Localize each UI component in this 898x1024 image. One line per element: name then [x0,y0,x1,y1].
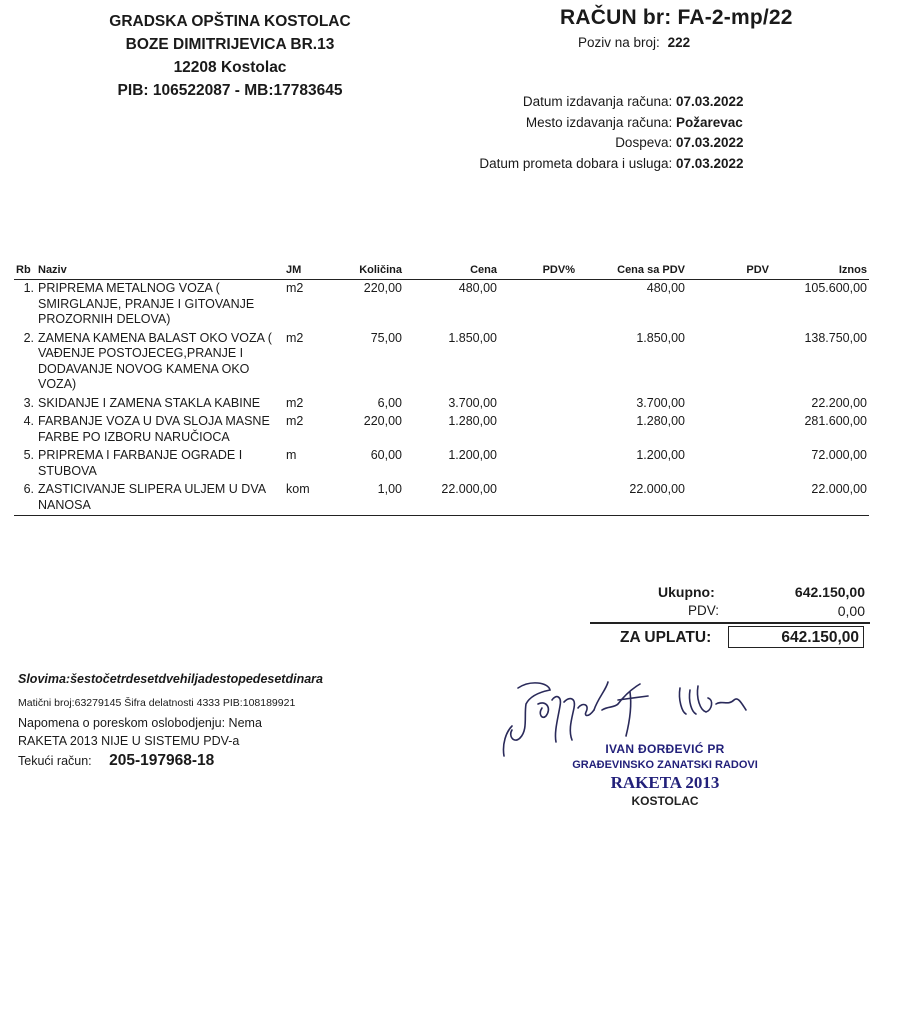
stamp-city: KOSTOLAC [631,794,699,808]
tax-note [18,714,262,750]
cell-cena-pdv: 1.280,00 [636,414,685,428]
stamp-owner: IVAN ĐORĐEVIĆ PR [605,742,725,756]
due-date-label: Dospeva: [615,135,673,150]
cell-pdv [687,447,771,481]
cell-rb: 3. [23,395,34,410]
cell-cena: 22.000,00 [404,481,499,516]
cell-naziv: ZAMENA KAMENA BALAST OKO VOZA ( VAĐENJE POSTOJECEG,PRANJE I DODAVANJE NOVOG KAMENA OKO VOZA) [38,330,272,391]
buyer-city: 12208 Kostolac [173,59,287,76]
registration-info: Matični broj:63279145 Šifra delatnosti 4333 PIB:108189921 [18,697,296,709]
issue-date-label: Datum izdavanja računa: [522,94,673,109]
cell-iznos: 22.000,00 [771,481,869,516]
issue-place-row [479,113,760,134]
col-naziv: Naziv [36,262,284,280]
cell-rb: 4. [23,414,34,428]
cell-naziv: FARBANJE VOZA U DVA SLOJA MASNE FARBE PO IZBORU NARUČIOCA [38,414,270,444]
cell-kolicina: 75,00 [370,330,402,345]
cell-cena: 1.280,00 [448,414,497,428]
issue-date-row [479,92,760,113]
cell-pdv [687,330,771,395]
cell-pdv [687,280,771,330]
amount-due-label: ZA UPLATU: [620,629,712,646]
cell-iznos: 281.600,00 [804,414,867,428]
issue-date-value: 07.03.2022 [676,94,744,109]
issue-place-label: Mesto izdavanja računa: [525,114,673,130]
col-jm: JM [284,262,324,280]
cell-pdv [687,413,771,447]
buyer-block [70,10,390,102]
amount-due-value: 642.150,00 [728,626,864,648]
cell-jm: m2 [286,395,304,410]
cell-rb: 2. [23,330,34,345]
cell-iznos: 138.750,00 [804,330,867,345]
table-row [14,330,869,395]
cell-kolicina: 60,00 [370,448,402,462]
cell-jm: m2 [286,281,304,295]
cell-jm: m2 [286,414,304,428]
buyer-street: BOZE DIMITRIJEVICA BR.13 [125,36,335,53]
cell-naziv: PRIPREMA I FARBANJE OGRADE I STUBOVA [38,448,243,478]
table-row [14,413,869,447]
due-date-value: 07.03.2022 [676,135,744,150]
col-iznos: Iznos [771,262,869,280]
cell-pdv-pct [499,395,577,414]
stamp-company: RAKETA 2013 [610,773,720,792]
cell-pdv [687,481,771,516]
cell-iznos: 22.200,00 [811,395,867,410]
buyer-ids: PIB: 106522087 - MB:17783645 [117,82,343,99]
cell-naziv: PRIPREMA METALNOG VOZA ( SMIRGLANJE, PRANJE I GITOVANJE PROZORNIH DELOVA) [38,281,255,326]
cell-pdv [687,395,771,414]
table-header-row [14,262,869,280]
amount-in-words: Slovima:šestočetrdesetdvehiljadestopedesetdinara [18,672,323,686]
cell-pdv-pct [499,447,577,481]
cell-iznos: 105.600,00 [804,281,867,295]
reference-value: 222 [667,35,691,50]
company-stamp [555,742,775,808]
cell-pdv-pct [499,330,577,395]
turnover-date-value: 07.03.2022 [676,155,744,171]
cell-cena: 480,00 [458,281,497,295]
cell-cena-pdv: 480,00 [646,281,685,295]
cell-cena: 3.700,00 [448,395,497,410]
cell-cena-pdv: 22.000,00 [577,481,687,516]
table-row [14,280,869,330]
buyer-name: GRADSKA OPŠTINA KOSTOLAC [109,13,351,30]
invoice-title: RAČUN br: FA-2-mp/22 [560,6,793,29]
cell-pdv-pct [499,413,577,447]
cell-naziv: ZASTICIVANJE SLIPERA ULJEM U DVA NANOSA [36,481,284,516]
cell-pdv-pct [499,280,577,330]
cell-cena: 1.200,00 [448,448,497,462]
cell-iznos: 72.000,00 [811,448,867,462]
total-value: 642.150,00 [794,584,865,600]
due-date-row [479,133,760,154]
table-row [14,447,869,481]
table-row [14,481,869,516]
cell-cena-pdv: 1.850,00 [636,330,685,345]
vat-value: 0,00 [837,603,865,619]
stamp-activity: GRAĐEVINSKO ZANATSKI RADOVI [572,759,758,771]
cell-kolicina: 220,00 [363,414,402,428]
col-cena-pdv: Cena sa PDV [577,262,687,280]
bank-account [18,752,214,770]
reference-label: Poziv na broj: [578,35,660,50]
cell-cena: 1.850,00 [448,330,497,345]
invoice-dates [479,92,760,174]
cell-jm: m2 [286,330,304,345]
cell-jm: m [286,448,297,462]
vat-label: PDV: [688,603,720,618]
cell-rb: 5. [23,448,34,462]
cell-naziv: SKIDANJE I ZAMENA STAKLA KABINE [38,395,261,410]
total-label: Ukupno: [658,584,715,600]
col-pdv: PDV [687,262,771,280]
tax-exemption-note: Napomena o poreskom oslobodjenju: Nema [18,716,262,730]
vat-system-note: RAKETA 2013 NIJE U SISTEMU PDV-a [18,734,240,748]
turnover-date-row [479,154,760,175]
turnover-date-label: Datum prometa dobara i usluga: [479,155,673,171]
cell-pdv-pct [499,481,577,516]
bank-account-label: Tekući račun: [18,754,92,768]
table-row [14,395,869,414]
col-rb: Rb [14,262,36,280]
cell-kolicina: 6,00 [377,395,402,410]
col-pdv-pct: PDV% [499,262,577,280]
issue-place-value: Požarevac [676,114,743,130]
bank-account-value: 205-197968-18 [109,752,215,769]
divider [590,622,870,624]
cell-rb: 6. [14,481,36,516]
cell-jm: kom [284,481,324,516]
cell-rb: 1. [23,281,34,295]
cell-kolicina: 220,00 [363,281,402,295]
cell-cena-pdv: 3.700,00 [636,395,685,410]
col-kolicina: Količina [324,262,404,280]
cell-cena-pdv: 1.200,00 [636,448,685,462]
cell-kolicina: 1,00 [324,481,404,516]
items-table [14,262,869,516]
reference-number [578,35,690,50]
col-cena: Cena [404,262,499,280]
